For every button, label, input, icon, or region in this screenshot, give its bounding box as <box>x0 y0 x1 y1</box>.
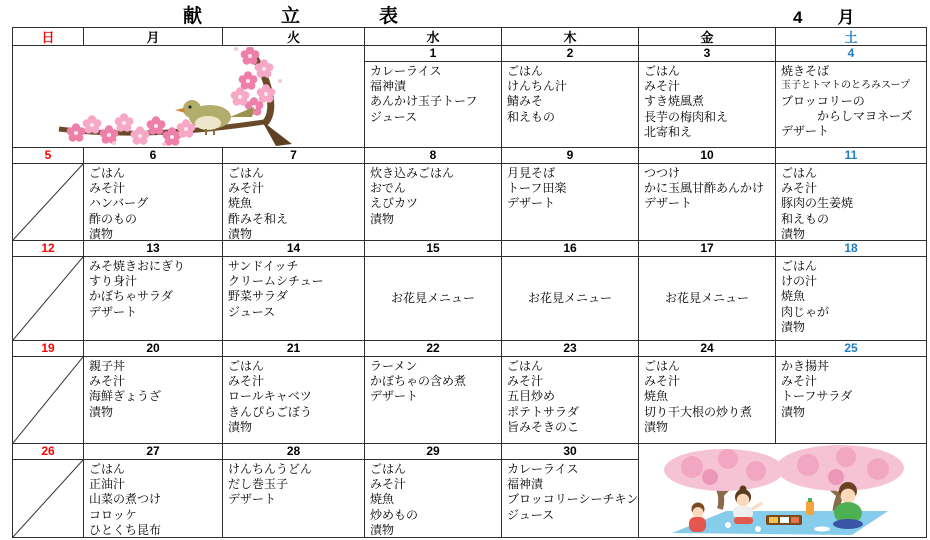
menu-list <box>639 164 775 240</box>
menu-item: 酢のもの <box>89 211 138 226</box>
date-number: 6 <box>84 148 222 164</box>
day-cell-20 <box>84 341 223 444</box>
cherry-blossom-branch-illustration <box>13 46 365 148</box>
date-number: 28 <box>223 444 364 460</box>
weekday-header-tue: 火 <box>223 28 365 46</box>
menu-item: ごはん <box>89 166 126 180</box>
menu-item: みそ汁 <box>228 374 265 389</box>
menu-item: ブロッコリーの <box>781 93 865 108</box>
event-menu-cell <box>639 257 775 340</box>
menu-item: ごはん <box>370 462 407 476</box>
day-cell-5 <box>13 148 84 241</box>
date-number: 24 <box>639 341 775 357</box>
menu-list <box>502 357 638 443</box>
date-number: 21 <box>223 341 364 357</box>
menu-item: おでん <box>370 181 406 196</box>
date-number: 9 <box>502 148 638 164</box>
menu-list <box>776 62 926 147</box>
menu-item: コロッケ <box>89 507 137 522</box>
menu-item: 五目炒め <box>507 389 556 404</box>
menu-item: みそ焼きおにぎり <box>89 259 186 273</box>
date-number: 18 <box>776 241 926 257</box>
menu-item: みそ汁 <box>228 181 265 196</box>
day-cell-17 <box>639 241 776 341</box>
date-number: 1 <box>365 46 501 62</box>
day-cell-2 <box>502 46 639 148</box>
menu-item: ごはん <box>644 64 681 78</box>
menu-item: 焼きそば <box>781 64 830 78</box>
menu-list <box>365 357 501 443</box>
menu-item: えびカツ <box>370 196 419 211</box>
diagonal-line-icon <box>13 460 83 537</box>
menu-item: かに玉風甘酢あんかけ <box>644 181 765 196</box>
menu-list <box>502 460 638 537</box>
diagonal-line-icon <box>13 357 83 443</box>
day-cell-6 <box>84 148 223 241</box>
menu-item: 肉じゃが <box>781 304 830 319</box>
menu-item: 親子丼 <box>89 359 126 373</box>
menu-item: 漬物 <box>370 211 395 226</box>
menu-item: 旨みそきのこ <box>507 419 580 434</box>
menu-item: ハンバーグ <box>89 196 149 211</box>
day-cell-1 <box>365 46 502 148</box>
menu-item: 正油汁 <box>89 477 126 492</box>
day-cell-13 <box>84 241 223 341</box>
day-cell-24 <box>639 341 776 444</box>
menu-item: 豚肉の生姜焼 <box>781 196 854 211</box>
menu-item: ジュース <box>228 304 276 319</box>
day-cell-3 <box>639 46 776 148</box>
menu-item: 野菜サラダ <box>228 289 288 304</box>
menu-item: 玉子とトマトのとろみスープ <box>781 80 910 92</box>
date-number: 7 <box>223 148 364 164</box>
cherry-blossom-branch-icon <box>14 47 364 147</box>
day-cell-27 <box>84 444 223 538</box>
menu-item: ジュース <box>507 507 555 522</box>
menu-item: みそ汁 <box>507 374 544 389</box>
menu-item: けんちん汁 <box>507 79 568 94</box>
date-number: 17 <box>639 241 775 257</box>
menu-item: みそ汁 <box>89 374 126 389</box>
date-number: 13 <box>84 241 222 257</box>
menu-item: みそ汁 <box>644 374 681 389</box>
day-cell-14 <box>223 241 365 341</box>
menu-item: かき揚丼 <box>781 359 830 373</box>
menu-item: すき焼風煮 <box>644 94 705 109</box>
menu-item: 焼魚 <box>781 289 806 304</box>
date-number: 16 <box>502 241 638 257</box>
weekday-header-wed: 水 <box>365 28 502 46</box>
menu-item: 北寄和え <box>644 124 693 139</box>
menu-item: 福神漬 <box>370 79 407 94</box>
hanami-picnic-illustration <box>639 444 927 538</box>
menu-item: 和えもの <box>781 211 830 226</box>
date-number: 22 <box>365 341 501 357</box>
menu-item: トーフサラダ <box>781 389 853 404</box>
menu-item: デザート <box>507 196 556 211</box>
menu-list <box>84 164 222 241</box>
diagonal-line-icon <box>13 164 83 240</box>
menu-list <box>502 164 638 240</box>
menu-item: 和えもの <box>507 109 556 124</box>
menu-item: カレーライス <box>370 64 442 78</box>
menu-item: トーフ田楽 <box>507 181 567 196</box>
menu-item: ごはん <box>507 64 544 78</box>
menu-list <box>223 357 364 443</box>
menu-item: ごはん <box>228 359 265 373</box>
day-cell-10 <box>639 148 776 241</box>
menu-item: ごはん <box>89 462 126 476</box>
weekday-header-sun: 日 <box>13 28 84 46</box>
menu-item: 漬物 <box>644 419 669 434</box>
menu-item: ごはん <box>228 166 265 180</box>
menu-item: みそ汁 <box>644 79 681 94</box>
menu-item: ひとくち昆布 <box>89 522 162 537</box>
menu-item: かぼちゃの含め煮 <box>370 374 467 389</box>
menu-item: きんぴらごぼう <box>228 404 313 419</box>
no-service-diagonal <box>13 257 83 340</box>
menu-list <box>776 257 926 340</box>
menu-item: 焼魚 <box>228 196 253 211</box>
event-menu-cell <box>365 257 501 340</box>
event-menu-cell <box>502 257 638 340</box>
menu-item: みそ汁 <box>89 181 126 196</box>
day-cell-22 <box>365 341 502 444</box>
menu-item: 漬物 <box>228 226 253 241</box>
menu-item: 炒めもの <box>370 507 419 522</box>
menu-item: 酢みそ和え <box>228 211 289 226</box>
date-number: 11 <box>776 148 926 164</box>
menu-item: 切り干大根の炒り煮 <box>644 404 753 419</box>
menu-item: ジュース <box>370 109 418 124</box>
menu-item: サンドイッチ <box>228 259 299 273</box>
menu-list <box>223 257 364 340</box>
menu-item: 長芋の梅肉和え <box>644 109 729 124</box>
menu-list <box>502 62 638 147</box>
menu-item: みそ汁 <box>781 374 818 389</box>
menu-item: 漬物 <box>781 226 806 241</box>
date-number: 5 <box>13 148 83 164</box>
menu-list <box>776 164 926 241</box>
menu-list <box>639 62 775 147</box>
month-label: 4 月 <box>793 8 864 27</box>
menu-list <box>223 460 364 537</box>
menu-item: 鯖みそ <box>507 94 544 109</box>
menu-item: 漬物 <box>89 226 114 241</box>
no-service-diagonal <box>13 164 83 240</box>
menu-item: 福神漬 <box>507 477 544 492</box>
hanami-picnic-icon <box>640 445 926 537</box>
menu-calendar-table <box>12 27 927 538</box>
date-number: 27 <box>84 444 222 460</box>
day-cell-21 <box>223 341 365 444</box>
weekday-header-fri: 金 <box>639 28 776 46</box>
menu-item: 海鮮ぎょうざ <box>89 389 162 404</box>
date-number: 12 <box>13 241 83 257</box>
date-number: 14 <box>223 241 364 257</box>
menu-item: 漬物 <box>781 319 806 334</box>
date-number: 19 <box>13 341 83 357</box>
menu-item: カレーライス <box>507 462 579 476</box>
menu-item: デザート <box>781 124 830 139</box>
menu-item: デザート <box>228 492 277 507</box>
menu-item: 炊き込みごはん <box>370 166 455 180</box>
menu-list <box>365 62 501 147</box>
menu-item: ごはん <box>781 259 818 273</box>
day-cell-11 <box>776 148 927 241</box>
day-cell-16 <box>502 241 639 341</box>
no-service-diagonal <box>13 357 83 443</box>
menu-item: 山菜の煮つけ <box>89 492 162 507</box>
menu-item: つつけ <box>644 166 681 180</box>
menu-item: だし巻玉子 <box>228 477 289 492</box>
day-cell-30 <box>502 444 639 538</box>
date-number: 3 <box>639 46 775 62</box>
date-number: 4 <box>776 46 926 62</box>
day-cell-29 <box>365 444 502 538</box>
menu-list <box>365 164 501 240</box>
menu-item: 焼魚 <box>644 389 669 404</box>
menu-item: かぼちゃサラダ <box>89 289 173 304</box>
menu-item: 漬物 <box>781 404 806 419</box>
date-number: 25 <box>776 341 926 357</box>
diagonal-line-icon <box>13 257 83 340</box>
menu-item: 月見そば <box>507 166 556 180</box>
event-label: お花見メニュー <box>527 290 612 305</box>
day-cell-25 <box>776 341 927 444</box>
menu-item: すり身汁 <box>89 274 138 289</box>
menu-item: からしマヨネーズ <box>781 108 913 123</box>
menu-list <box>84 460 222 538</box>
menu-item: ごはん <box>781 166 818 180</box>
menu-item: ポテトサラダ <box>507 404 579 419</box>
menu-item: デザート <box>370 389 419 404</box>
menu-item: けの汁 <box>781 274 818 289</box>
menu-list <box>84 357 222 443</box>
menu-list <box>639 357 775 443</box>
menu-item: みそ汁 <box>370 477 407 492</box>
day-cell-9 <box>502 148 639 241</box>
menu-item: 漬物 <box>228 419 253 434</box>
menu-list <box>223 164 364 241</box>
day-cell-26 <box>13 444 84 538</box>
menu-item: クリームシチュー <box>228 274 324 289</box>
menu-item: 漬物 <box>89 404 114 419</box>
date-number: 20 <box>84 341 222 357</box>
menu-item: みそ汁 <box>781 181 818 196</box>
day-cell-18 <box>776 241 927 341</box>
menu-item: ごはん <box>507 359 544 373</box>
weekday-header-thu: 木 <box>502 28 639 46</box>
day-cell-12 <box>13 241 84 341</box>
date-number: 10 <box>639 148 775 164</box>
day-cell-4 <box>776 46 927 148</box>
date-number: 30 <box>502 444 638 460</box>
date-number: 2 <box>502 46 638 62</box>
date-number: 15 <box>365 241 501 257</box>
menu-list <box>84 257 222 340</box>
date-number: 26 <box>13 444 83 460</box>
menu-item: デザート <box>644 196 693 211</box>
menu-item: ブロッコリーシーチキン <box>507 492 639 507</box>
no-service-diagonal <box>13 460 83 537</box>
date-number: 23 <box>502 341 638 357</box>
menu-item: けんちんうどん <box>228 462 313 476</box>
menu-item: ロールキャベツ <box>228 389 312 404</box>
menu-item: 焼魚 <box>370 492 395 507</box>
menu-item: ごはん <box>644 359 681 373</box>
date-number: 8 <box>365 148 501 164</box>
day-cell-28 <box>223 444 365 538</box>
weekday-header-sat: 土 <box>776 28 927 46</box>
day-cell-19 <box>13 341 84 444</box>
day-cell-7 <box>223 148 365 241</box>
page-title: 献 立 表 <box>183 6 429 27</box>
day-cell-8 <box>365 148 502 241</box>
menu-item: あんかけ玉子トーフ <box>370 94 478 109</box>
date-number: 29 <box>365 444 501 460</box>
day-cell-15 <box>365 241 502 341</box>
menu-list <box>776 357 926 443</box>
menu-item: 漬物 <box>370 522 395 537</box>
weekday-header-mon: 月 <box>84 28 223 46</box>
event-label: お花見メニュー <box>664 290 749 305</box>
menu-item: デザート <box>89 304 138 319</box>
menu-item: ラーメン <box>370 359 418 373</box>
day-cell-23 <box>502 341 639 444</box>
menu-list <box>365 460 501 538</box>
event-label: お花見メニュー <box>390 290 475 305</box>
